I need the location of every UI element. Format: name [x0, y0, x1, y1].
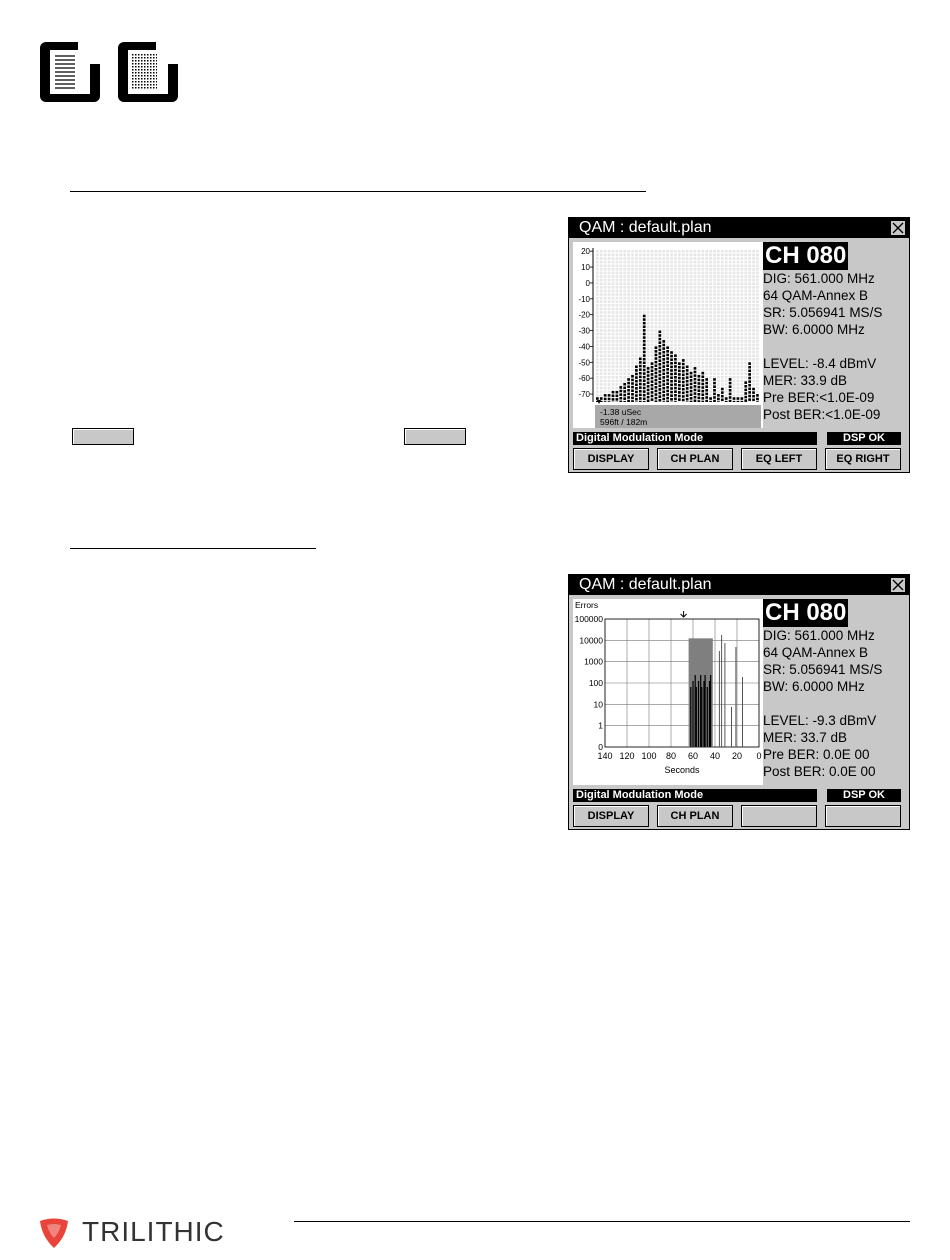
- eq-bar: [666, 250, 669, 402]
- meter-screen-errors: [568, 574, 910, 830]
- post-ber-readout: Post BER: 0.0E 00: [763, 764, 876, 779]
- y-tick-label: -40: [578, 342, 590, 352]
- section-rule: [70, 191, 646, 192]
- eq-bar: [713, 250, 716, 402]
- pre-ber-readout: Pre BER:<1.0E-09: [763, 390, 875, 405]
- mode-status: Digital Modulation Mode: [573, 432, 817, 445]
- eq-bar: [612, 250, 615, 402]
- symbol-rate: SR: 5.056941 MS/S: [763, 305, 883, 320]
- bandwidth: BW: 6.0000 MHz: [763, 322, 865, 337]
- y-tick-label: 100000: [574, 614, 603, 624]
- modulation-type: 64 QAM-Annex B: [763, 645, 869, 660]
- eq-bar: [717, 250, 720, 402]
- channel-info: [763, 599, 909, 780]
- eq-bar: [651, 250, 654, 402]
- post-ber-readout: Post BER:<1.0E-09: [763, 407, 881, 422]
- eq-bar: [623, 250, 626, 402]
- eq-bar: [721, 250, 724, 401]
- eq-bar: [670, 250, 673, 402]
- readout-time: -1.38 uSec: [600, 407, 642, 417]
- y-tick-label: -20: [578, 310, 590, 320]
- bandwidth: BW: 6.0000 MHz: [763, 679, 865, 694]
- brand-name: TRILITHIC: [82, 1216, 225, 1247]
- x-tick-label: 120: [619, 751, 635, 761]
- x-tick-label: 100: [641, 751, 657, 761]
- y-tick-label: -60: [578, 374, 590, 384]
- eq-bar: [596, 250, 599, 402]
- eq-bar: [619, 250, 622, 402]
- eq-bar: [709, 250, 712, 402]
- y-tick-label: -30: [578, 326, 590, 336]
- y-tick-label: 10: [593, 699, 603, 710]
- y-tick-label: 0: [585, 278, 590, 288]
- x-tick-label: 0: [756, 751, 762, 761]
- eq-bar: [686, 250, 689, 402]
- x-tick-label: 40: [709, 751, 721, 761]
- eq-bar: [737, 250, 740, 402]
- eq-bar: [658, 250, 661, 402]
- y-tick-label: 10000: [579, 635, 603, 646]
- channel-number: CH 080: [765, 599, 847, 626]
- level-readout: LEVEL: -8.4 dBmV: [763, 356, 877, 371]
- channel-info: [763, 242, 909, 423]
- eq-bar: [690, 250, 693, 402]
- softkey-4-button[interactable]: [825, 805, 901, 827]
- dig-frequency: DIG: 561.000 MHz: [763, 628, 875, 643]
- eq-bar: [643, 250, 646, 402]
- eq-bar: [616, 250, 619, 402]
- mer-readout: MER: 33.9 dB: [763, 373, 848, 388]
- eq-bar: [744, 250, 747, 402]
- eq-bar: [740, 250, 743, 402]
- y-tick-label: 1: [598, 720, 603, 731]
- pre-ber-readout: Pre BER: 0.0E 00: [763, 747, 870, 762]
- eq-bar: [752, 250, 755, 401]
- x-tick-label: 20: [731, 751, 743, 761]
- close-icon[interactable]: [890, 220, 906, 236]
- x-tick-label: 80: [665, 751, 677, 761]
- eq-bar: [756, 250, 759, 402]
- eq-bar: [682, 250, 685, 401]
- y-tick-label: -50: [578, 358, 590, 368]
- dig-frequency: DIG: 561.000 MHz: [763, 271, 875, 286]
- footer-rule: [294, 1221, 910, 1222]
- eq-left-button[interactable]: EQ LEFT: [741, 448, 817, 470]
- channel-number: CH 080: [765, 242, 847, 269]
- eq-bar: [600, 250, 603, 402]
- section-rule: [70, 548, 316, 549]
- eq-bar: [631, 250, 634, 402]
- ch-plan-button[interactable]: CH PLAN: [657, 448, 733, 470]
- cursor-arrow-icon: [681, 611, 687, 617]
- y-tick-label: 1000: [584, 656, 603, 667]
- x-tick-label: 140: [597, 751, 613, 761]
- eq-bar: [662, 250, 665, 402]
- trilithic-logo-icon: [38, 1217, 70, 1249]
- eq-bar: [729, 250, 732, 402]
- eq-bar: [748, 250, 751, 402]
- eq-bar: [627, 250, 630, 402]
- eq-right-button[interactable]: EQ RIGHT: [825, 448, 901, 470]
- document-page-icon: [40, 42, 100, 102]
- eq-bar: [705, 250, 708, 402]
- eq-bar: [694, 250, 697, 402]
- eq-bar: [647, 250, 650, 402]
- display-button[interactable]: DISPLAY: [573, 805, 649, 827]
- eq-bar: [635, 250, 638, 402]
- mer-readout: MER: 33.7 dB: [763, 730, 848, 745]
- y-tick-label: 10: [581, 263, 590, 273]
- ch-plan-button[interactable]: CH PLAN: [657, 805, 733, 827]
- equalizer-plot: [573, 242, 763, 428]
- y-tick-label: 100: [588, 678, 603, 688]
- eq-bar: [698, 250, 701, 402]
- window-title: QAM : default.plan: [569, 218, 909, 238]
- softkey-3-button[interactable]: [741, 805, 817, 827]
- x-tick-label: 60: [687, 751, 699, 761]
- dsp-status-badge: DSP OK: [827, 789, 901, 802]
- inline-button-graphic: [72, 428, 134, 445]
- eq-bar: [608, 250, 611, 402]
- readout-distance: 596ft / 182m: [600, 417, 648, 427]
- window-title: QAM : default.plan: [569, 575, 909, 595]
- eq-bar: [725, 250, 728, 402]
- eq-bar: [701, 250, 704, 402]
- error-history-plot: [573, 599, 763, 785]
- symbol-rate: SR: 5.056941 MS/S: [763, 662, 883, 677]
- y-tick-label: -10: [578, 294, 590, 304]
- dotted-page-icon: [118, 42, 178, 102]
- y-tick-label: -70: [578, 390, 590, 400]
- close-icon[interactable]: [890, 577, 906, 593]
- y-tick-label: 20: [581, 247, 590, 257]
- x-axis-label: Seconds: [664, 765, 700, 775]
- eq-bar: [604, 250, 607, 402]
- dsp-status-badge: DSP OK: [827, 432, 901, 445]
- level-readout: LEVEL: -9.3 dBmV: [763, 713, 877, 728]
- eq-bar: [733, 250, 736, 402]
- mode-status: Digital Modulation Mode: [573, 789, 817, 802]
- y-tick-label: 0: [598, 742, 603, 752]
- meter-screen-equalizer: [568, 217, 910, 473]
- inline-button-graphic: [404, 428, 466, 445]
- eq-bar: [674, 250, 677, 402]
- modulation-type: 64 QAM-Annex B: [763, 288, 869, 303]
- eq-bar: [639, 250, 642, 402]
- eq-bar: [678, 250, 681, 402]
- y-axis-label: Errors: [575, 600, 599, 610]
- eq-bar: [655, 250, 658, 402]
- display-button[interactable]: DISPLAY: [573, 448, 649, 470]
